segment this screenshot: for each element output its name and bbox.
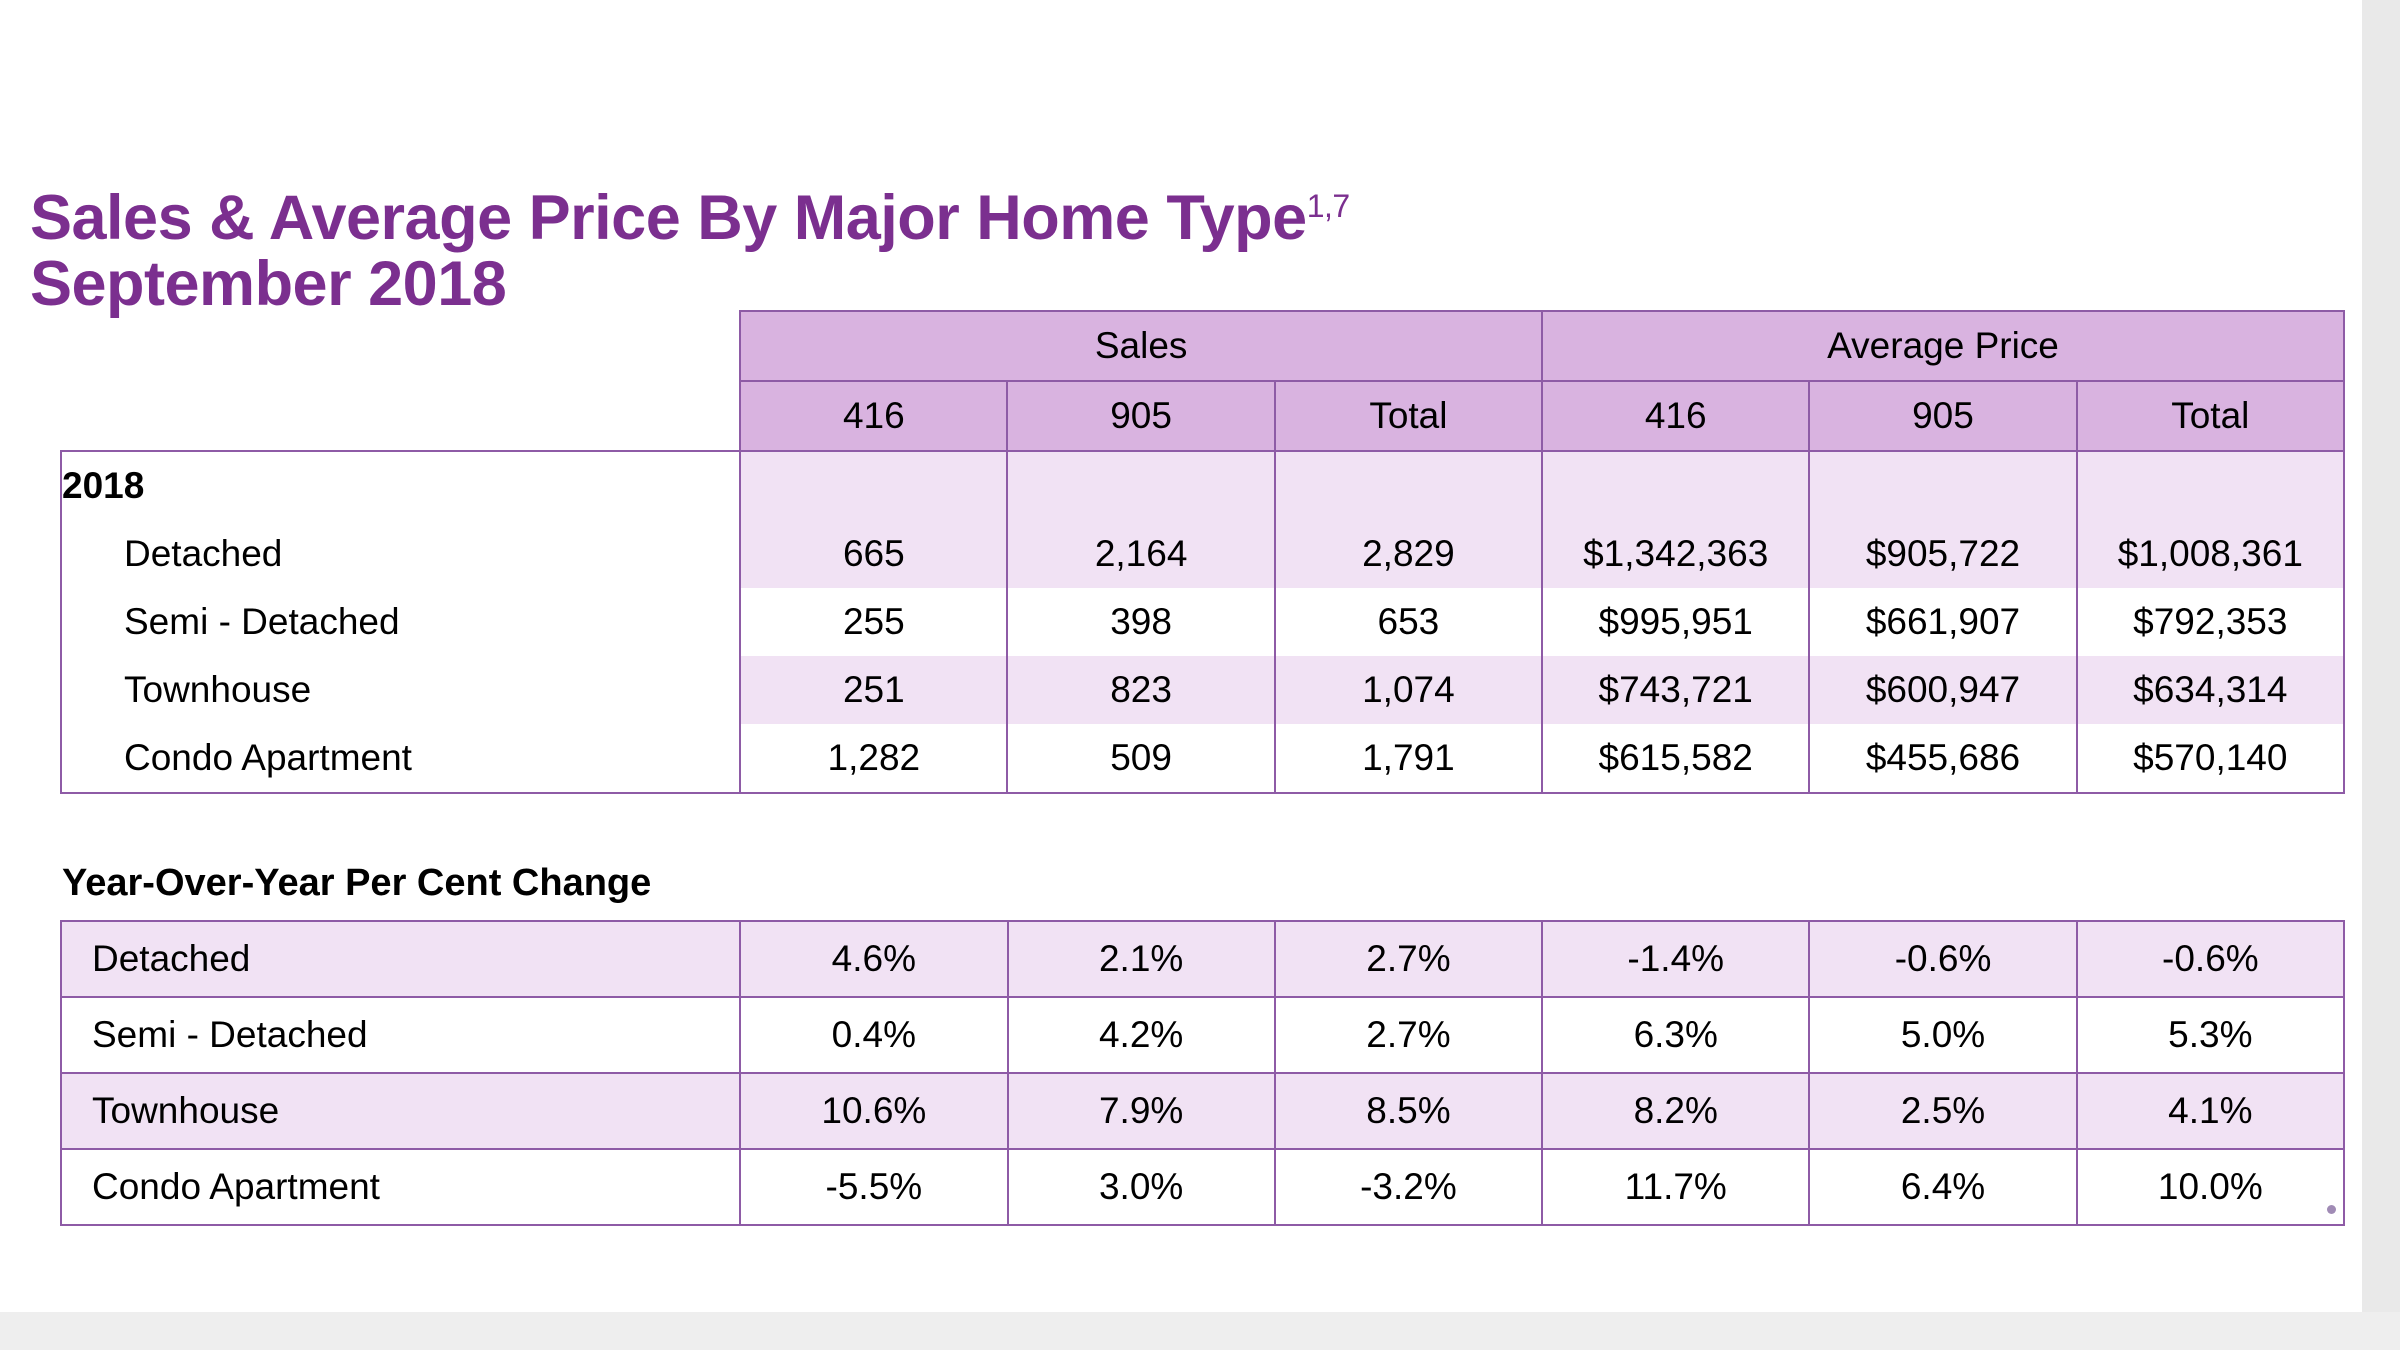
table-sub-header-row bbox=[61, 381, 2344, 451]
year-row-spacer-3 bbox=[1275, 451, 1542, 520]
row-label-year: 2018 bbox=[61, 451, 740, 520]
yoy-cell-condo-sales-905: 3.0% bbox=[1008, 1149, 1275, 1225]
yoy-cell-semi-price-416: 6.3% bbox=[1542, 997, 1809, 1073]
year-row-spacer-1 bbox=[740, 451, 1007, 520]
table-row bbox=[61, 997, 2344, 1073]
yoy-cell-semi-sales-total: 2.7% bbox=[1275, 997, 1542, 1073]
cell-semi-price-total: $792,353 bbox=[2077, 588, 2344, 656]
yoy-cell-condo-sales-416: -5.5% bbox=[740, 1149, 1007, 1225]
cell-detached-sales-total: 2,829 bbox=[1275, 520, 1542, 588]
yoy-cell-detached-sales-total: 2.7% bbox=[1275, 921, 1542, 997]
title-line-2: September 2018 bbox=[30, 249, 507, 320]
yoy-cell-townhouse-price-905: 2.5% bbox=[1809, 1073, 2076, 1149]
cell-townhouse-sales-416: 251 bbox=[740, 656, 1007, 724]
subheader-price-total: Total bbox=[2077, 381, 2344, 451]
subheader-sales-total: Total bbox=[1275, 381, 1542, 451]
year-row-spacer-2 bbox=[1007, 451, 1274, 520]
table-row bbox=[61, 520, 2344, 588]
row-label-condo-apartment: Condo Apartment bbox=[61, 724, 740, 793]
yoy-section-title: Year-Over-Year Per Cent Change bbox=[62, 862, 652, 904]
page-edge-bottom bbox=[0, 1312, 2400, 1350]
yoy-cell-semi-price-905: 5.0% bbox=[1809, 997, 2076, 1073]
yoy-cell-townhouse-price-total: 4.1% bbox=[2077, 1073, 2344, 1149]
subheader-corner-blank bbox=[61, 381, 740, 451]
subheader-sales-416: 416 bbox=[740, 381, 1007, 451]
yoy-cell-condo-sales-total: -3.2% bbox=[1275, 1149, 1542, 1225]
cell-semi-sales-416: 255 bbox=[740, 588, 1007, 656]
cell-condo-sales-total: 1,791 bbox=[1275, 724, 1542, 793]
table-row bbox=[61, 588, 2344, 656]
cell-detached-price-905: $905,722 bbox=[1809, 520, 2076, 588]
table-row bbox=[61, 1073, 2344, 1149]
subheader-price-416: 416 bbox=[1542, 381, 1809, 451]
table-row-year bbox=[61, 451, 2344, 520]
yoy-cell-condo-price-905: 6.4% bbox=[1809, 1149, 2076, 1225]
cell-condo-price-905: $455,686 bbox=[1809, 724, 2076, 793]
header-corner-blank bbox=[61, 311, 740, 381]
yoy-cell-townhouse-sales-905: 7.9% bbox=[1008, 1073, 1275, 1149]
yoy-row-label-semi-detached: Semi - Detached bbox=[61, 997, 740, 1073]
cell-detached-price-total: $1,008,361 bbox=[2077, 520, 2344, 588]
header-group-average-price: Average Price bbox=[1542, 311, 2344, 381]
cell-townhouse-price-905: $600,947 bbox=[1809, 656, 2076, 724]
yoy-row-label-condo-apartment: Condo Apartment bbox=[61, 1149, 740, 1225]
yoy-row-label-townhouse: Townhouse bbox=[61, 1073, 740, 1149]
yoy-cell-detached-price-416: -1.4% bbox=[1542, 921, 1809, 997]
yoy-cell-townhouse-price-416: 8.2% bbox=[1542, 1073, 1809, 1149]
table-row bbox=[61, 921, 2344, 997]
yoy-cell-condo-price-416: 11.7% bbox=[1542, 1149, 1809, 1225]
cell-semi-sales-total: 653 bbox=[1275, 588, 1542, 656]
yoy-cell-detached-price-total: -0.6% bbox=[2077, 921, 2344, 997]
table-group-header-row bbox=[61, 311, 2344, 381]
yoy-cell-semi-sales-416: 0.4% bbox=[740, 997, 1007, 1073]
title-main-text: Sales & Average Price By Major Home Type bbox=[30, 183, 1307, 253]
cell-condo-sales-416: 1,282 bbox=[740, 724, 1007, 793]
title-footnote-marker: 1,7 bbox=[1306, 188, 1350, 224]
page-edge-right bbox=[2362, 0, 2400, 1350]
cell-townhouse-price-416: $743,721 bbox=[1542, 656, 1809, 724]
yoy-cell-detached-sales-416: 4.6% bbox=[740, 921, 1007, 997]
yoy-cell-condo-price-total: 10.0% bbox=[2077, 1149, 2344, 1225]
year-over-year-table bbox=[60, 920, 2345, 1226]
row-label-detached: Detached bbox=[61, 520, 740, 588]
cell-semi-sales-905: 398 bbox=[1007, 588, 1274, 656]
cell-condo-sales-905: 509 bbox=[1007, 724, 1274, 793]
row-label-townhouse: Townhouse bbox=[61, 656, 740, 724]
cell-semi-price-905: $661,907 bbox=[1809, 588, 2076, 656]
cell-townhouse-price-total: $634,314 bbox=[2077, 656, 2344, 724]
cell-condo-price-total: $570,140 bbox=[2077, 724, 2344, 793]
cell-detached-sales-416: 665 bbox=[740, 520, 1007, 588]
year-row-spacer-4 bbox=[1542, 451, 1809, 520]
subheader-sales-905: 905 bbox=[1007, 381, 1274, 451]
title-line-1 bbox=[30, 183, 1350, 253]
yoy-cell-detached-sales-905: 2.1% bbox=[1008, 921, 1275, 997]
table-row bbox=[61, 656, 2344, 724]
cell-semi-price-416: $995,951 bbox=[1542, 588, 1809, 656]
yoy-cell-townhouse-sales-416: 10.6% bbox=[740, 1073, 1007, 1149]
yoy-cell-semi-sales-905: 4.2% bbox=[1008, 997, 1275, 1073]
cell-detached-sales-905: 2,164 bbox=[1007, 520, 1274, 588]
year-row-spacer-6 bbox=[2077, 451, 2344, 520]
table-row bbox=[61, 1149, 2344, 1225]
cell-detached-price-416: $1,342,363 bbox=[1542, 520, 1809, 588]
yoy-cell-semi-price-total: 5.3% bbox=[2077, 997, 2344, 1073]
cell-townhouse-sales-total: 1,074 bbox=[1275, 656, 1542, 724]
year-row-spacer-5 bbox=[1809, 451, 2076, 520]
cell-condo-price-416: $615,582 bbox=[1542, 724, 1809, 793]
yoy-cell-townhouse-sales-total: 8.5% bbox=[1275, 1073, 1542, 1149]
yoy-row-label-detached: Detached bbox=[61, 921, 740, 997]
subheader-price-905: 905 bbox=[1809, 381, 2076, 451]
header-group-sales: Sales bbox=[740, 311, 1542, 381]
cell-townhouse-sales-905: 823 bbox=[1007, 656, 1274, 724]
table-row bbox=[61, 724, 2344, 793]
sales-average-price-table bbox=[60, 310, 2345, 794]
row-label-semi-detached: Semi - Detached bbox=[61, 588, 740, 656]
page-corner-dot bbox=[2327, 1205, 2336, 1214]
page-title bbox=[30, 183, 1350, 320]
yoy-cell-detached-price-905: -0.6% bbox=[1809, 921, 2076, 997]
